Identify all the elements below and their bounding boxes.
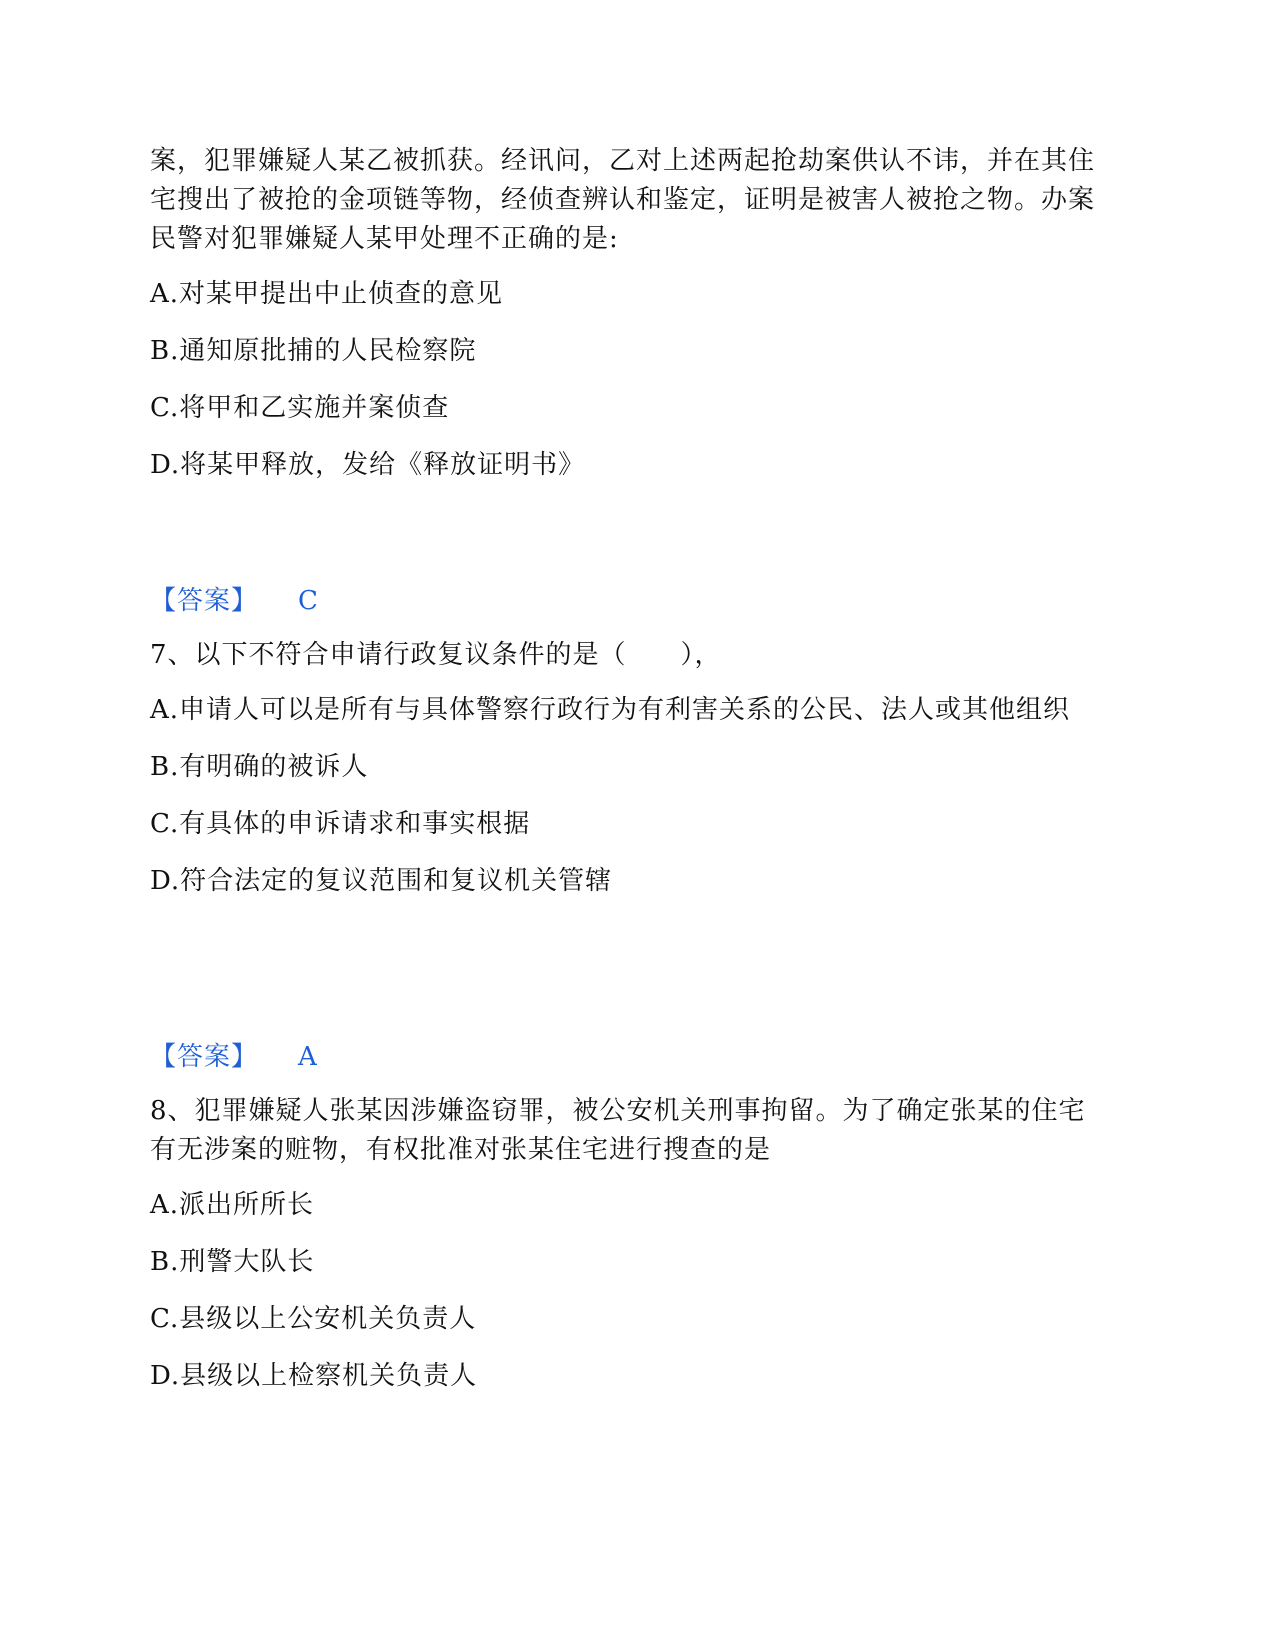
question-6-option-b: B.通知原批捕的人民检察院 [150,336,477,366]
question-7-option-d: D.符合法定的复议范围和复议机关管辖 [150,866,613,896]
question-8-stem: 8、犯罪嫌疑人张某因涉嫌盗窃罪，被公安机关刑事拘留。为了确定张某的住宅有无涉案的赃物，有权批准对张某住宅进行搜查的是 [150,1096,1086,1165]
answer-value: C [298,586,319,616]
answer-label: 【答案】 [150,1042,259,1072]
question-6-option-a: A.对某甲提出中止侦查的意见 [150,279,504,309]
question-7-option-a: A.申请人可以是所有与具体警察行政行为有利害关系的公民、法人或其他组织 [150,695,1071,725]
answer-label: 【答案】 [150,586,259,616]
question-8-option-d: D.县级以上检察机关负责人 [150,1361,478,1391]
question-8-option-b: B.刑警大队长 [150,1247,315,1277]
question-8-option-a: A.派出所所长 [150,1190,315,1220]
question-6-option-d: D.将某甲释放，发给《释放证明书》 [150,450,586,480]
question-7-answer [150,1038,1110,1077]
question-6-answer [150,582,1110,621]
question-6-block [150,142,1110,503]
answer-value: A [298,1042,318,1072]
question-6-stem: 案，犯罪嫌疑人某乙被抓获。经讯问，乙对上述两起抢劫案供认不讳，并在其住宅搜出了被抢的金项链等物，经侦查辨认和鉴定，证明是被害人被抢之物。办案民警对犯罪嫌疑人某甲处理不正确的是: [150,146,1096,254]
question-7-option-c: C.有具体的申诉请求和事实根据 [150,809,531,839]
question-6-option-c: C.将甲和乙实施并案侦查 [150,393,450,423]
question-7-block [150,636,1110,919]
question-7-option-b: B.有明确的被诉人 [150,752,369,782]
question-8-block [150,1092,1110,1414]
question-7-stem: 7、以下不符合申请行政复议条件的是（ ）， [150,640,722,670]
question-8-option-c: C.县级以上公安机关负责人 [150,1304,477,1334]
